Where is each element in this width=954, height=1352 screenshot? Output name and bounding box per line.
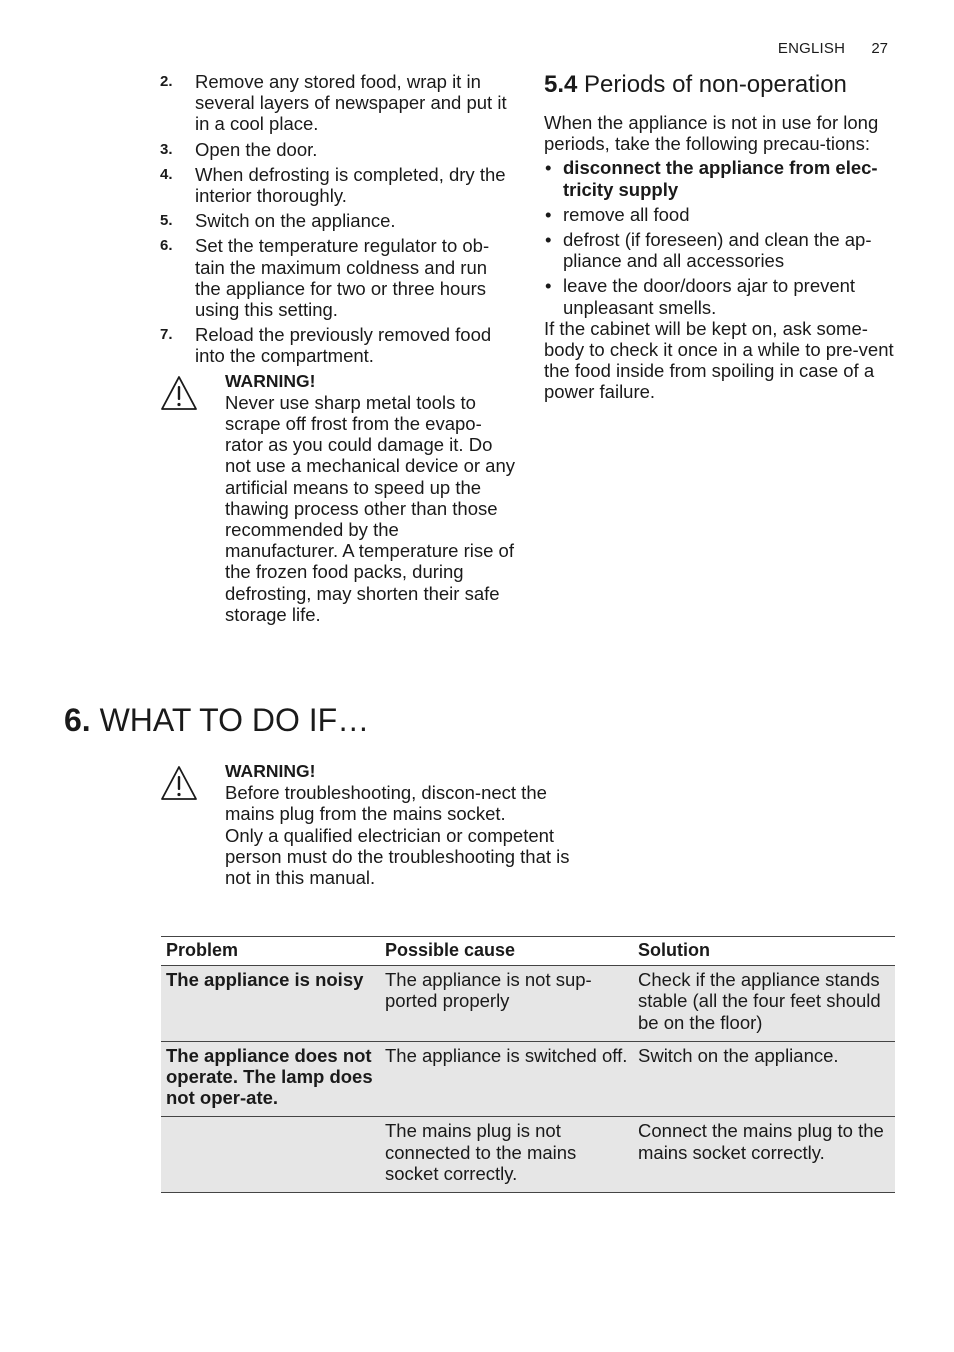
step-text: Remove any stored food, wrap it in several layers of newspaper and put it in a cool place. <box>195 71 507 135</box>
chapter-title: WHAT TO DO IF… <box>99 702 370 738</box>
cause-cell: The mains plug is not connected to the mains socket correctly. <box>380 1117 633 1193</box>
step-number: 5. <box>160 212 173 230</box>
cause-cell: The appliance is not sup-ported properly <box>380 966 633 1042</box>
bullet-icon: • <box>545 275 552 297</box>
step-number: 6. <box>160 237 173 255</box>
bullet-text: defrost (if foreseen) and clean the ap-pliance and all accessories <box>563 229 872 272</box>
troubleshooting-warning <box>160 761 581 888</box>
step-number: 2. <box>160 73 173 90</box>
step-text: Switch on the appliance. <box>195 210 396 232</box>
bullet-text: disconnect the appliance from elec-tricity supply <box>563 157 878 200</box>
solution-cell: Check if the appliance stands stable (all the four feet should be on the floor) <box>633 966 895 1042</box>
defrost-steps-list <box>160 71 516 367</box>
column-header: Possible cause <box>380 937 633 966</box>
bullet-icon: • <box>545 157 552 179</box>
left-column <box>160 71 516 625</box>
warning-triangle-icon <box>160 765 198 801</box>
list-item <box>544 229 894 271</box>
troubleshooting-table <box>161 936 895 1193</box>
column-header: Solution <box>633 937 895 966</box>
chapter-number: 6. <box>64 702 91 738</box>
bullet-icon: • <box>545 203 552 225</box>
list-item <box>544 204 894 225</box>
page-header <box>756 38 888 59</box>
table-row <box>161 966 895 1042</box>
warning-text: Before troubleshooting, discon-nect the mains plug from the mains socket. <box>225 782 547 825</box>
right-column <box>544 70 894 403</box>
table-header-row <box>161 937 895 966</box>
list-item <box>160 235 516 320</box>
section-heading <box>544 70 894 100</box>
cause-cell: The appliance is switched off. <box>380 1041 633 1117</box>
warning-title: WARNING! <box>225 370 316 391</box>
defrost-warning <box>160 371 516 625</box>
bullet-text: leave the door/doors ajar to prevent unpleasant smells. <box>563 275 856 318</box>
section-number: 5.4 <box>544 71 578 98</box>
section-closing: If the cabinet will be kept on, ask some-body to check it once in a while to pre-vent the food inside from spoiling in case of a power failure. <box>544 317 894 403</box>
precautions-list <box>544 157 894 317</box>
warning-title: WARNING! <box>225 761 316 781</box>
step-text: When defrosting is completed, dry the interior thoroughly. <box>195 163 506 207</box>
column-header: Problem <box>161 937 380 966</box>
warning-text: Never use sharp metal tools to scrape off frost from the evapo-rator as you could damage it. Do not use a mechanical device or any artificial means to speed up the thawing process other than those recommended by the manufacturer. A temperature rise of the frozen food packs, during defrosting, may shorten their safe storage life. <box>225 391 516 625</box>
page-number: 27 <box>871 40 888 57</box>
bullet-text: remove all food <box>563 203 690 225</box>
warning-text: Only a qualified electrician or competent person must do the troubleshooting that is not in this manual. <box>225 824 570 889</box>
problem-cell: The appliance does not operate. The lamp does not oper-ate. <box>161 1041 380 1117</box>
table-row <box>161 1117 895 1193</box>
solution-cell: Connect the mains plug to the mains socket correctly. <box>633 1117 895 1193</box>
list-item <box>544 275 894 317</box>
section-intro: When the appliance is not in use for long periods, take the following precau-tions: <box>544 112 879 155</box>
solution-cell: Switch on the appliance. <box>633 1041 895 1117</box>
step-text: Reload the previously removed food into the compartment. <box>195 324 492 367</box>
step-number: 4. <box>160 165 173 183</box>
section-title: Periods of non-operation <box>584 71 847 98</box>
list-item <box>160 71 516 135</box>
header-language: ENGLISH <box>777 40 846 57</box>
step-number: 3. <box>160 140 173 158</box>
step-number: 7. <box>160 326 173 344</box>
bullet-icon: • <box>545 229 552 251</box>
step-text: Set the temperature regulator to ob-tain the maximum coldness and run the appliance for two or three hours using this setting. <box>195 235 490 321</box>
list-item <box>160 210 516 231</box>
problem-cell: The appliance is noisy <box>161 966 380 1042</box>
table-row <box>161 1041 895 1117</box>
list-item <box>160 164 516 206</box>
step-text: Open the door. <box>195 138 318 160</box>
chapter-heading <box>64 700 369 740</box>
list-item <box>160 139 516 160</box>
list-item <box>544 157 894 199</box>
list-item <box>160 324 516 366</box>
warning-triangle-icon <box>160 375 198 411</box>
problem-cell <box>161 1117 380 1193</box>
